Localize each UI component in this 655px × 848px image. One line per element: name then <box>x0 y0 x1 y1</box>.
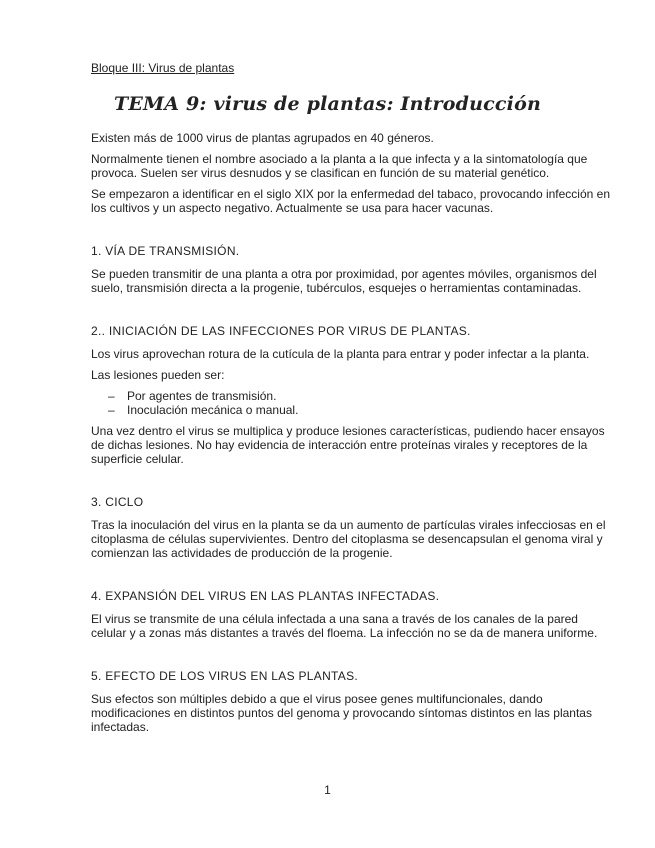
section-paragraph: Sus efectos son múltiples debido a que el virus posee genes multifuncionales, dando modificaciones en distintos puntos del genoma y provocando síntomas distintos en las plantas infectadas. <box>91 692 592 734</box>
section-paragraph: Se pueden transmitir de una planta a otra por proximidad, por agentes móviles, organismos del suelo, transmisión directa a la progenie, tubérculos, esquejes o herramientas contaminadas. <box>91 267 597 295</box>
section-paragraph: Una vez dentro el virus se multiplica y produce lesiones características, pudiendo hacer ensayos de dichas lesiones. No hay evidencia de interacción entre proteínas virales y receptores de la superficie celular. <box>91 424 605 466</box>
section-expansion <box>91 589 611 640</box>
document-body <box>91 131 611 741</box>
section-heading: 2.. INICIACIÓN DE LAS INFECCIONES POR VIRUS DE PLANTAS. <box>91 324 471 338</box>
intro-paragraph-3: Se empezaron a identificar en el siglo XIX por la enfermedad del tabaco, provocando infección en los cultivos y un aspecto negativo. Actualmente se usa para hacer vacunas. <box>91 187 610 215</box>
block-label: Bloque III: Virus de plantas <box>91 61 235 75</box>
section-paragraph: Tras la inoculación del virus en la planta se da un aumento de partículas virales infecciosas en el citoplasma de células supervivientes. Dentro del citoplasma se desencapsulan el genoma viral y comienzan las actividades de producción de la progenie. <box>91 518 606 560</box>
dash-bullet-icon: – <box>108 389 115 403</box>
section-heading: 5. EFECTO DE LOS VIRUS EN LAS PLANTAS. <box>91 669 359 683</box>
section-heading: 1. VÍA DE TRANSMISIÓN. <box>91 244 240 258</box>
section-effects <box>91 669 611 734</box>
list-item-text: Inoculación mecánica o manual. <box>127 403 299 417</box>
section-paragraph: El virus se transmite de una célula infectada a una sana a través de los canales de la pared celular y a zonas más distantes a través del floema. La infección no se da de manera uniforme. <box>91 612 598 640</box>
list-item <box>108 403 611 417</box>
section-transmission <box>91 244 611 295</box>
section-cycle <box>91 495 611 560</box>
intro-paragraph-2: Normalmente tienen el nombre asociado a la planta a la que infecta y a la sintomatología que provoca. Suelen ser virus desnudos y se clasifican en función de su material genético. <box>91 152 588 180</box>
dash-bullet-icon: – <box>108 403 115 417</box>
section-heading: 4. EXPANSIÓN DEL VIRUS EN LAS PLANTAS INFECTADAS. <box>91 589 440 603</box>
section-paragraph: Las lesiones pueden ser: <box>91 368 225 382</box>
intro-paragraph-1: Existen más de 1000 virus de plantas agrupados en 40 géneros. <box>91 131 434 145</box>
lesion-list <box>91 389 611 417</box>
section-infection-initiation <box>91 324 611 466</box>
section-paragraph: Los virus aprovechan rotura de la cutícula de la planta para entrar y poder infectar a la planta. <box>91 347 590 361</box>
list-item-text: Por agentes de transmisión. <box>127 389 277 403</box>
page-title: TEMA 9: virus de plantas: Introducción <box>114 93 541 115</box>
section-heading: 3. CICLO <box>91 495 144 509</box>
list-item <box>108 389 611 403</box>
page-number: 1 <box>324 783 331 797</box>
